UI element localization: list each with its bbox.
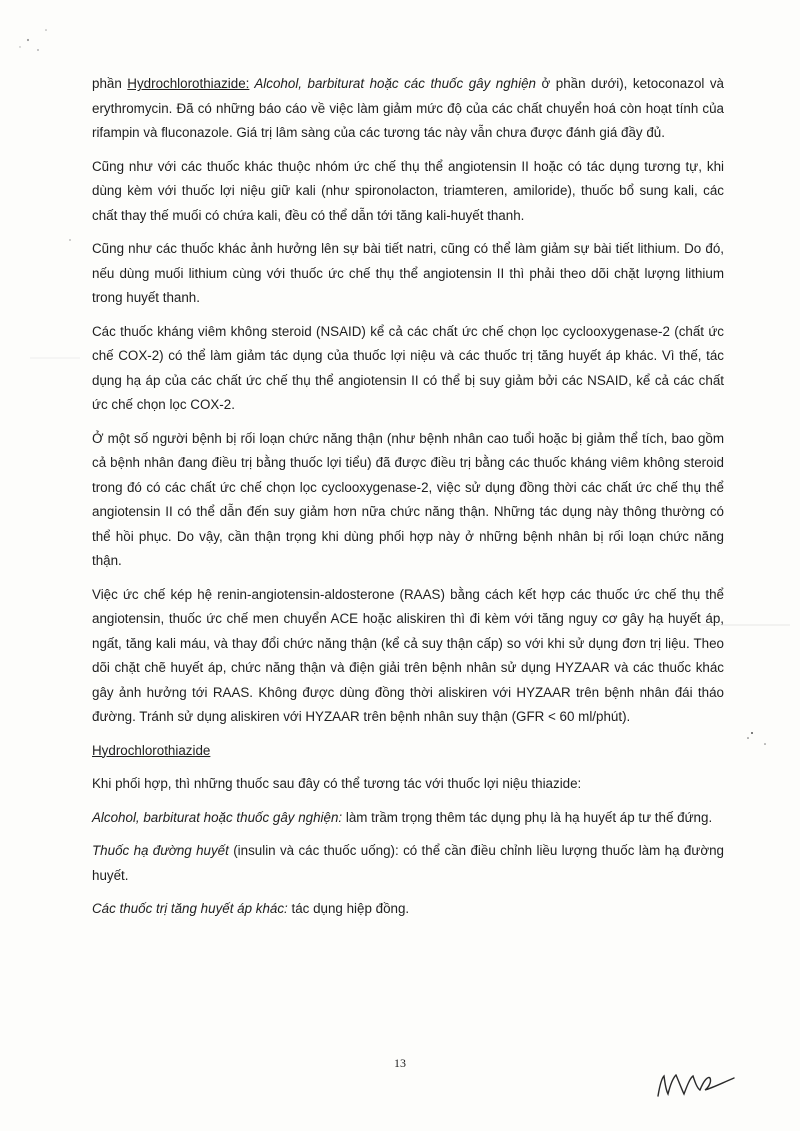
document-body bbox=[92, 72, 724, 931]
hydrochlorothiazide-reference: Hydrochlorothiazide: bbox=[127, 76, 250, 91]
paragraph-6: Việc ức chế kép hệ renin-angiotensin-aldosterone (RAAS) bằng cách kết hợp các thuốc ức chế thụ thể angiotensin, thuốc ức chế men chuyển ACE hoặc aliskiren thì đi kèm với tăng nguy cơ gây hạ huyết áp, ngất, tăng kali máu, và thay đổi chức năng thận (kể cả suy thận cấp) so với khi sử dụng đơn trị liệu. Theo dõi chặt chẽ huyết áp, chức năng thận và điện giải trên bệnh nhân sử dụng HYZAAR và các thuốc khác gây ảnh hưởng tới RAAS. Không được dùng đồng thời aliskiren với HYZAAR trên bệnh nhân đái tháo đường. Tránh sử dụng aliskiren với HYZAAR trên bệnh nhân suy thận (GFR < 60 ml/phút). bbox=[92, 586, 724, 724]
handwritten-signature bbox=[650, 1066, 740, 1106]
paragraph-2: Cũng như với các thuốc khác thuộc nhóm ức chế thụ thể angiotensin II hoặc có tác dụng tương tự, khi dùng kèm với thuốc lợi niệu giữ kali (như spironolacton, triamteren, amiloride), thuốc bổ sung kali, các chất thay thế muối có chứa kali, đều có thể dẫn tới tăng kali-huyết thanh. bbox=[92, 158, 724, 223]
paragraph-4: Các thuốc kháng viêm không steroid (NSAID) kể cả các chất ức chế chọn lọc cyclooxygenase-2 (chất ức chế COX-2) có thể làm giảm tác dụng của thuốc lợi niệu và các thuốc trị tăng huyết áp khác. Vì thế, tác dụng hạ áp của các chất ức chế thụ thể angiotensin II có thể bị suy giảm bởi các NSAID, kể cả các chất ức chế chọn lọc COX-2. bbox=[92, 323, 724, 412]
interaction-item-3: Các thuốc trị tăng huyết áp khác: tác dụng hiệp đồng. bbox=[92, 901, 410, 916]
paragraph-5: Ở một số người bệnh bị rối loạn chức năng thận (như bệnh nhân cao tuổi hoặc bị giảm thể tích, bao gồm cả bệnh nhân đang điều trị bằng thuốc lợi tiểu) đã được điều trị bằng các thuốc kháng viêm không steroid trong đó có các chất ức chế chọn lọc cyclooxygenase-2, việc sử dụng đồng thời các chất ức chế thụ thể angiotensin II có thể dẫn đến suy giảm hơn nữa chức năng thận. Những tác dụng này thông thường có thể hồi phục. Do vậy, cần thận trọng khi dùng phối hợp này ở những bệnh nhân bị rối loạn chức năng thận. bbox=[92, 430, 724, 568]
section-intro: Khi phối hợp, thì những thuốc sau đây có thể tương tác với thuốc lợi niệu thiazide: bbox=[92, 776, 582, 791]
interaction-item-1: Alcohol, barbiturat hoặc thuốc gây nghiện: làm trầm trọng thêm tác dụng phụ là hạ huyết áp tư thế đứng. bbox=[92, 809, 713, 825]
interaction-item-2: Thuốc hạ đường huyết (insulin và các thuốc uống): có thể cần điều chỉnh liều lượng thuốc làm hạ đường huyết. bbox=[92, 843, 724, 883]
paragraph-3: Cũng như các thuốc khác ảnh hưởng lên sự bài tiết natri, cũng có thể làm giảm sự bài tiết lithium. Do đó, nếu dùng muối lithium cùng với thuốc ức chế thụ thể angiotensin II thì phải theo dõi chặt lượng lithium trong huyết thanh. bbox=[92, 241, 724, 305]
page-number: 13 bbox=[394, 1056, 406, 1070]
paragraph-1: phần Hydrochlorothiazide: Alcohol, barbiturat hoặc các thuốc gây nghiện ở phần dưới), ketoconazol và erythromycin. Đã có những báo cáo về việc làm giảm mức độ của các chất chuyển hoá còn hoạt tính của rifampin và fluconazole. Giá trị lâm sàng của các tương tác này vẫn chưa được đánh giá đầy đủ. bbox=[92, 76, 725, 140]
section-heading: Hydrochlorothiazide bbox=[92, 742, 211, 758]
